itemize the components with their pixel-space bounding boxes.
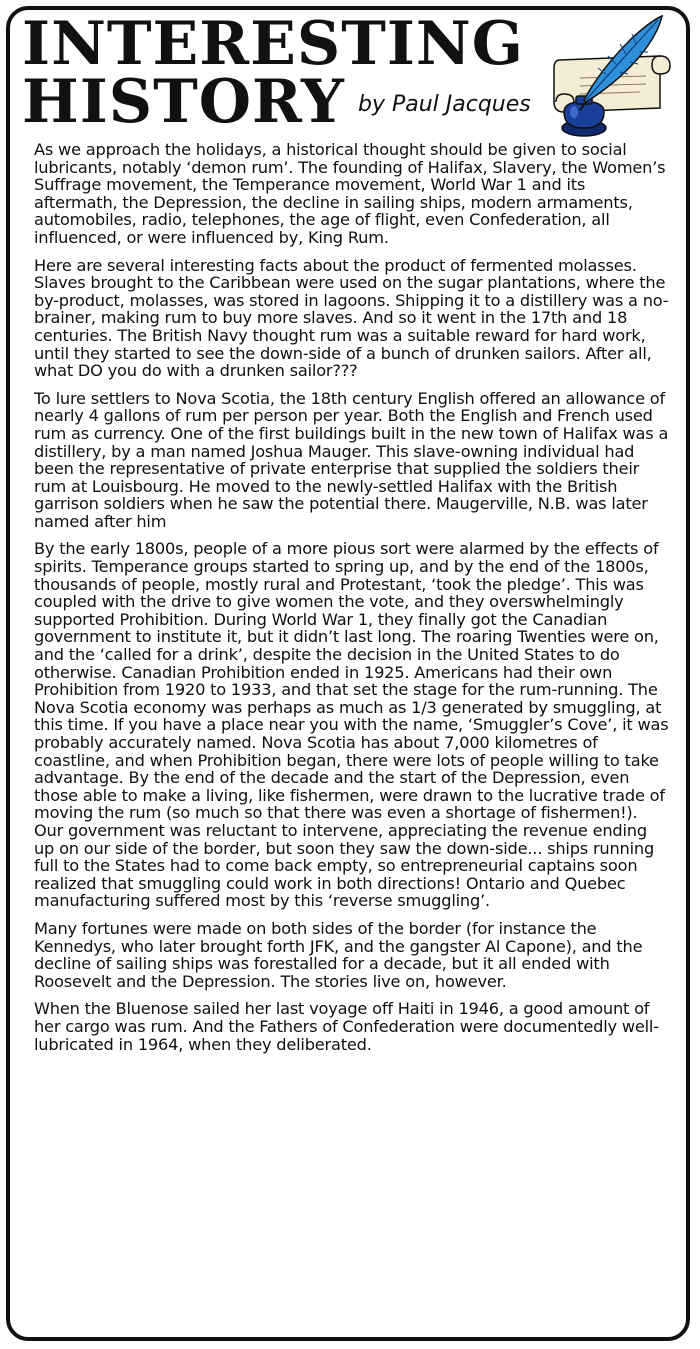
byline: by Paul Jacques: [358, 92, 531, 117]
paragraph-4: By the early 1800s, people of a more pious sort were alarmed by the effects of spirits. Temperance groups started to spring up, and by the end of the 1800s, thousands of people, mostly rural and Protestant, ‘took the pledge’. This was coupled with the drive to give women the vote, and they overswhelmingly supported Prohibition. During World War 1, they finally got the Canadian government to institute it, but it didn’t last long. The roaring Twenties were on, and the ‘called for a drink’, despite the decision in the United States to do otherwise. Canadian Prohibition ended in 1925. Americans had their own Prohibition from 1920 to 1933, and that set the stage for the rum-running. The Nova Scotia economy was perhaps as much as 1/3 generated by smuggling, at this time. If you have a place near you with the name, ‘Smuggler’s Cove’, it was probably accurately named. Nova Scotia has about 7,000 kilometres of coastline, and when Prohibition began, there were lots of people willing to take advantage. By the end of the decade and the start of the Depression, even those able to make a living, like fishermen, were drawn to the lucrative trade of moving the rum (so much so that there was even a shortage of fishermen!). Our government was reluctant to intervene, appreciating the revenue ending up on our side of the border, but soon they saw the down-side... ships running full to the States had to come back empty, so entrepreneurial captains soon realized that smuggling could work in both directions! Ontario and Quebec manufacturing suffered most by this ‘reverse smuggling’.: [34, 539, 669, 911]
article-body: [34, 141, 670, 1053]
title-line-1: INTERESTING: [22, 9, 525, 79]
title-block: [22, 9, 562, 137]
paragraph-5: Many fortunes were made on both sides of the border (for instance the Kennedys, who later brought forth JFK, and the gangster Al Capone), and the decline of sailing ships was forestalled for a decade, but it all ended with Roosevelt and the Depression. The stories live on, however.: [34, 918, 643, 991]
paragraph-2: Here are several interesting facts about the product of fermented molasses. Slaves brought to the Caribbean were used on the sugar plantations, where the by-product, molasses, was stored in lagoons. Shipping it to a distillery was a no-brainer, making rum to buy more slaves. And so it went in the 17th and 18 centuries. The British Navy thought rum was a suitable reward for hard work, until they started to see the down-side of a bunch of drunken sailors. After all, what DO you do with a drunken sailor???: [34, 255, 669, 381]
paragraph-1: As we approach the holidays, a historical thought should be given to social lubricants, notably ‘demon rum’. The founding of Halifax, Slavery, the Women’s Suffrage movement, the Temperance movement, World War 1 and its aftermath, the Depression, the decline in sailing ships, modern armaments, automobiles, radio, telephones, the age of flight, even Confederation, all influenced, or were influenced by, King Rum.: [34, 140, 666, 247]
paragraph-3: To lure settlers to Nova Scotia, the 18th century English offered an allowance of nearly 4 gallons of rum per person per year. Both the English and French used rum as currency. One of the first buildings built in the new town of Halifax was a distillery, by a man named Joshua Mauger. This slave-owning individual had been the representative of private enterprise that supplied the soldiers their rum at Louisbourg. He moved to the newly-settled Halifax with the British garrison soldiers when he saw the potential there. Maugerville, N.B. was later named after him: [34, 388, 669, 531]
paragraph-6: When the Bluenose sailed her last voyage off Haiti in 1946, a good amount of her cargo was rum. And the Fathers of Confederation were documentedly well-lubricated in 1964, when they deliberated.: [34, 999, 659, 1054]
quill-inkwell-scroll-icon: [520, 12, 680, 140]
title-line-2: HISTORY: [22, 67, 345, 137]
